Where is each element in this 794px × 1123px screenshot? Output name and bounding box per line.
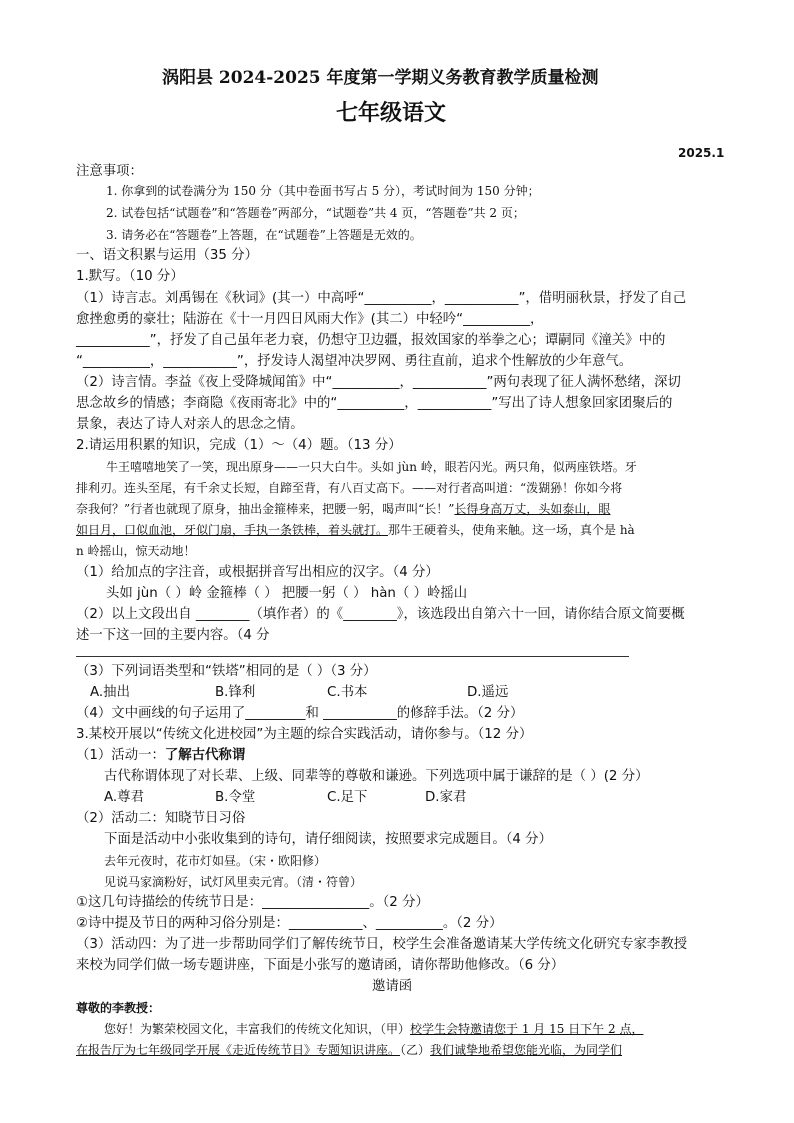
option-a: A.抽出	[90, 685, 130, 700]
q1-line: （2）诗言情。李益《夜上受降城闻笛》中“__________，___________”两句表现了征人满怀愁绪，深切	[76, 375, 681, 390]
exam-title: 涡阳县 2024-2025 年度第一学期义务教育教学质量检测	[162, 68, 599, 88]
sub-question: （1）给加点的字注音，或根据拼音写出相应的汉字。（4 分）	[76, 565, 439, 580]
option-b: B.令堂	[215, 790, 256, 805]
section-heading: 一、语文积累与运用（35 分）	[76, 248, 258, 263]
question-heading: 2.请运用积累的知识，完成（1）～（4）题。（13 分）	[76, 438, 402, 453]
sub-question: （3）下列词语类型和“铁塔”相同的是（ ）（3 分）	[76, 664, 377, 679]
notice-item: 1. 你拿到的试卷满分为 150 分（其中卷面书写占 5 分），考试时间为 150 分钟；	[106, 184, 540, 198]
passage-line	[76, 501, 610, 518]
option-b: B.锋利	[215, 685, 256, 700]
q1-line: ___________”，抒发了自己虽年老力衰，仍想守卫边疆，报效国家的举拳之心；谭嗣同《潼关》中的	[76, 333, 666, 348]
activity-label: （1）活动一：	[76, 748, 165, 763]
letter-text: 您好！为繁荣校园文化，丰富我们的传统文化知识，（甲）	[104, 1022, 411, 1036]
letter-salutation: 尊敬的李教授：	[76, 1001, 161, 1015]
letter-underlined: 校学生会特邀请您于 1 月 15 日下午 2 点，	[410, 1022, 644, 1036]
activity-title: 了解古代称谓	[164, 748, 246, 763]
q1-line: “__________，___________”，抒发诗人渴望冲决罗网、勇往直前，追求个性解放的少年意气。	[76, 354, 633, 369]
exam-subject: 七年级语文	[336, 101, 447, 126]
letter-underlined: 在报告厅为七年级同学开展《走近传统节日》专题知识讲座。	[76, 1043, 401, 1057]
letter-line	[104, 1021, 643, 1038]
letter-title: 邀请函	[372, 979, 413, 994]
passage-text: 奈我何？”行者也就现了原身，抽出金箍棒来，把腰一躬，喝声叫“长！”	[76, 502, 455, 516]
passage-line: 牛王嘻嘻地笑了一笑，现出原身——一只大白牛。头如 jùn 岭，眼若闪光。两只角，似两座铁塔。牙	[106, 460, 637, 474]
sub-question: （4）文中画线的句子运用了_________和 ___________的修辞手法。（2 分）	[76, 706, 524, 721]
notice-item: 2. 试卷包括“试题卷”和“答题卷”两部分，“试题卷”共 4 页，“答题卷”共 2 页；	[106, 206, 525, 220]
poem-line: 去年元夜时，花市灯如昼。（宋・欧阳修）	[104, 854, 327, 868]
activity-heading: （2）活动二：知晓节日习俗	[76, 811, 246, 826]
answer-line	[76, 656, 629, 657]
underlined-sentence: 长得身高万丈，头如泰山，眼	[454, 502, 611, 516]
option-d: D.遥远	[467, 685, 509, 700]
poem-line: 见说马家滴粉好，试灯风里卖元宵。（清・符曾）	[104, 875, 363, 889]
q1-line: 愈挫愈勇的豪壮；陆游在《十一月四日风雨大作》(其二）中轻吟“__________，	[76, 312, 544, 327]
q1-line: 思念故乡的情感；李商隐《夜雨寄北》中的“__________，___________”写出了诗人想象回家团聚后的	[76, 396, 673, 411]
notice-item: 3. 请务必在“答题卷”上答题，在“试题卷”上答题是无效的。	[106, 228, 422, 242]
option-a: A.尊君	[104, 790, 144, 805]
sub-question: 古代称谓体现了对长辈、上级、同辈等的尊敬和谦逊。下列选项中属于谦辞的是（ ）(2 分）	[104, 769, 649, 784]
sub-question: ①这几句诗描绘的传统节日是：________________。（2 分）	[76, 895, 429, 910]
sub-question: 述一下这一回的主要内容。（4 分	[76, 628, 270, 643]
option-c: C.书本	[327, 685, 368, 700]
exam-date: 2025.1	[678, 146, 725, 160]
option-d: D.家君	[425, 790, 467, 805]
letter-line	[76, 1042, 622, 1059]
sub-question: ②诗中提及节日的两种习俗分别是：___________、__________。（2 分）	[76, 916, 503, 931]
sub-question: 头如 jùn（ ）岭 金箍棒（ ） 把腰一躬（ ） hàn（ ）岭摇山	[106, 586, 468, 601]
notice-heading: 注意事项：	[76, 164, 143, 179]
activity-heading	[76, 747, 245, 764]
question-heading: 3.某校开展以“传统文化进校园”为主题的综合实践活动，请你参与。（12 分）	[76, 727, 533, 742]
activity-text: （3）活动四：为了进一步帮助同学们了解传统节日，校学生会准备邀请某大学传统文化研究专家李教授	[76, 937, 688, 952]
letter-underlined: 我们诚挚地希望您能光临，为同学们	[430, 1043, 623, 1057]
activity-text: 来校为同学们做一场专题讲座，下面是小张写的邀请函，请你帮助他修改。（6 分）	[76, 958, 565, 973]
sub-question: （2）以上文段出自 ________（填作者）的《________》，该选段出自第六十一回，请你结合原文简要概	[76, 607, 685, 622]
sub-question: 下面是活动中小张收集到的诗句，请仔细阅读，按照要求完成题目。（4 分）	[104, 832, 552, 847]
question-heading: 1.默写。（10 分）	[76, 269, 184, 284]
passage-line	[76, 522, 635, 539]
passage-text: 那牛王硬着头，使角来触。这一场，真个是 hà	[388, 523, 635, 537]
letter-text: （乙）	[400, 1043, 431, 1057]
passage-line: 排利刃。连头至尾，有千余丈长短，自蹄至背，有八百丈高下。——对行者高叫道：“泼猢狲！你如今将	[76, 481, 623, 495]
option-c: C.足下	[327, 790, 368, 805]
q1-line: 景象，表达了诗人对亲人的思念之情。	[76, 417, 304, 432]
underlined-sentence: 如日月，口似血池，牙似门扇，手执一条铁棒，着头就打。	[76, 523, 389, 537]
passage-line: n 岭摇山，惊天动地！	[76, 544, 196, 558]
q1-line: （1）诗言志。刘禹锡在《秋词》(其一）中高呼“__________，___________”，借明丽秋景，抒发了自己	[76, 291, 687, 306]
